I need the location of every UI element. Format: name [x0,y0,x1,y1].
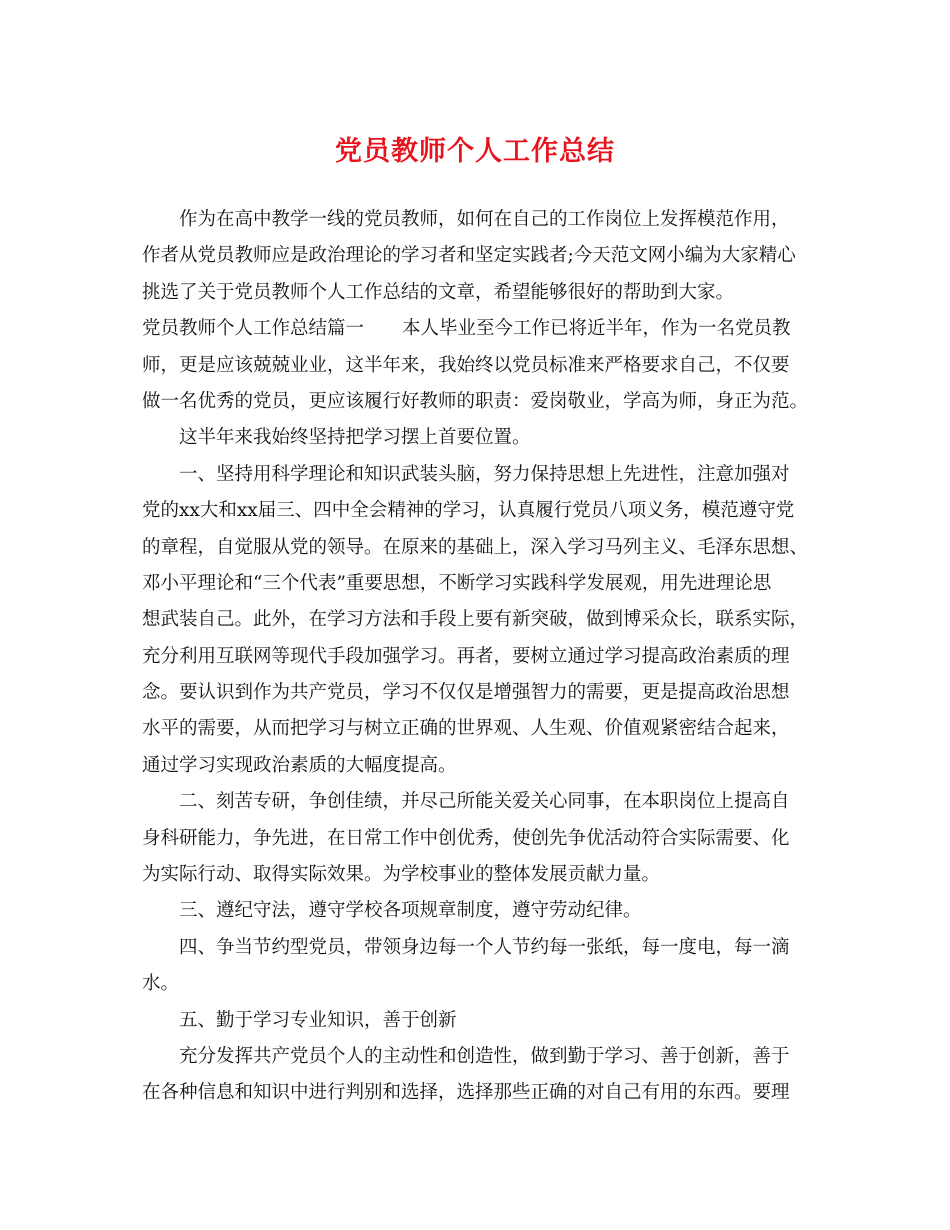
text-line: 身科研能力，争先进，在日常工作中创优秀，使创先争优活动符合实际需要、化 [142,827,790,849]
text-line-continuation: 本人毕业至今工作已将近半年，作为一名党员教 [402,318,791,340]
text-line [142,311,810,347]
text-line: 念。要认识到作为共产党员，学习不仅仅是增强智力的需要，更是提高政治思想 [142,682,790,704]
text-line: 为实际行动、取得实际效果。为学校事业的整体发展贡献力量。 [142,864,661,886]
text-line: 充分利用互联网等现代手段加强学习。再者，要树立通过学习提高政治素质的理 [142,645,790,667]
text-line: 三、遵纪守法，遵守学校各项规章制度，遵守劳动纪律。 [179,900,642,922]
text-line: 作者从党员教师应是政治理论的学习者和坚定实践者;今天范文网小编为大家精心 [142,245,796,267]
section-heading-inline: 党员教师个人工作总结篇一 [142,318,365,340]
document-title: 党员教师个人工作总结 [335,136,615,167]
text-line: 的章程，自觉服从党的领导。在原来的基础上，深入学习马列主义、毛泽东思想、 [142,536,809,558]
text-line: 这半年来我始终坚持把学习摆上首要位置。 [179,427,531,449]
text-line: 挑选了关于党员教师个人工作总结的文章，希望能够很好的帮助到大家。 [142,281,735,303]
document-body [142,202,810,1112]
text-line: 水平的需要，从而把学习与树立正确的世界观、人生观、价值观紧密结合起来， [142,718,790,740]
text-line: 一、坚持用科学理论和知识武装头脑，努力保持思想上先进性，注意加强对 [179,463,790,485]
text-line: 想武装自己。此外，在学习方法和手段上要有新突破，做到博采众长，联系实际， [142,609,809,631]
text-line: 党的xx大和xx届三、四中全会精神的学习，认真履行党员八项义务，模范遵守党 [142,500,795,522]
text-line: 通过学习实现政治素质的大幅度提高。 [142,754,457,776]
text-line: 五、勤于学习专业知识，善于创新 [179,1009,457,1031]
text-line: 师，更是应该兢兢业业，这半年来，我始终以党员标准来严格要求自己，不仅要 [142,354,790,376]
text-line: 邓小平理论和“三个代表”重要思想，不断学习实践科学发展观，用先进理论思 [142,572,772,594]
text-line: 二、刻苦专研，争创佳绩，并尽己所能关爱关心同事，在本职岗位上提高自 [179,791,790,813]
text-line: 四、争当节约型党员，带领身边每一个人节约每一张纸，每一度电，每一滴 [179,936,790,958]
text-line: 作为在高中教学一线的党员教师，如何在自己的工作岗位上发挥模范作用， [179,209,790,230]
text-line: 充分发挥共产党员个人的主动性和创造性，做到勤于学习、善于创新，善于 [179,1045,790,1067]
text-line: 在各种信息和知识中进行判别和选择，选择那些正确的对自己有用的东西。要理 [142,1082,790,1104]
text-line: 做一名优秀的党员，更应该履行好教师的职责：爱岗敬业，学高为师，身正为范。 [142,390,809,412]
text-line: 水。 [142,973,180,995]
